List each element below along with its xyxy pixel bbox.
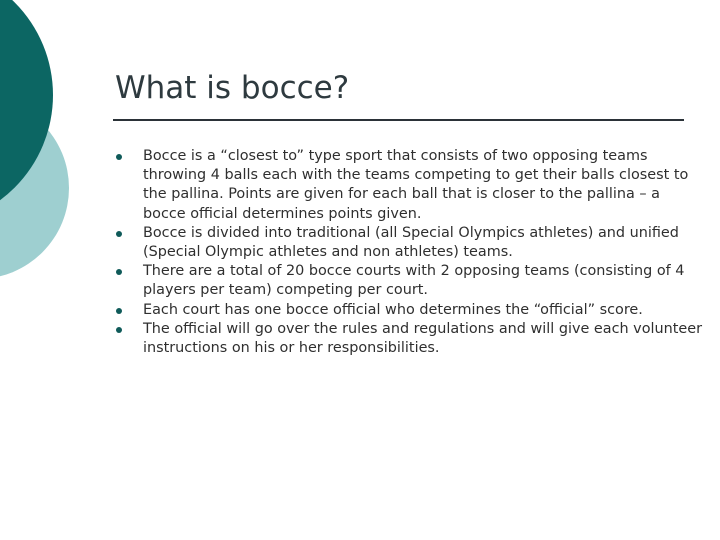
bullet-text: The official will go over the rules and regulations and will give each volunteer instructions on his or her responsibilities.	[143, 320, 703, 357]
bullet-item	[116, 262, 706, 300]
bullet-text: There are a total of 20 bocce courts with 2 opposing teams (consisting of 4 players per team) competing per court.	[143, 263, 685, 299]
bullet-dot-icon	[116, 327, 122, 333]
decorative-circles	[0, 0, 80, 300]
bullet-item	[116, 224, 706, 262]
bullet-item	[116, 147, 706, 224]
bullet-dot-icon	[116, 308, 122, 314]
title-divider	[113, 119, 684, 121]
bullet-item	[116, 320, 706, 358]
bullet-dot-icon	[116, 269, 122, 275]
bullet-text: Bocce is a “closest to” type sport that consists of two opposing teams throwing 4 balls each with the teams competing to get their balls closest to the pallina. Points are given for each ball that is closer to the pallina – a bocce official determines points given.	[143, 148, 689, 222]
slide-title: What is bocce?	[115, 70, 350, 106]
bullet-dot-icon	[116, 231, 122, 237]
bullet-item	[116, 301, 706, 320]
bullet-text: Each court has one bocce official who determines the “official” score.	[143, 301, 643, 318]
bullet-list	[116, 147, 706, 358]
bullet-text: Bocce is divided into traditional (all Special Olympics athletes) and unified (Special Olympic athletes and non athletes) teams.	[143, 224, 679, 261]
bullet-dot-icon	[116, 154, 122, 160]
